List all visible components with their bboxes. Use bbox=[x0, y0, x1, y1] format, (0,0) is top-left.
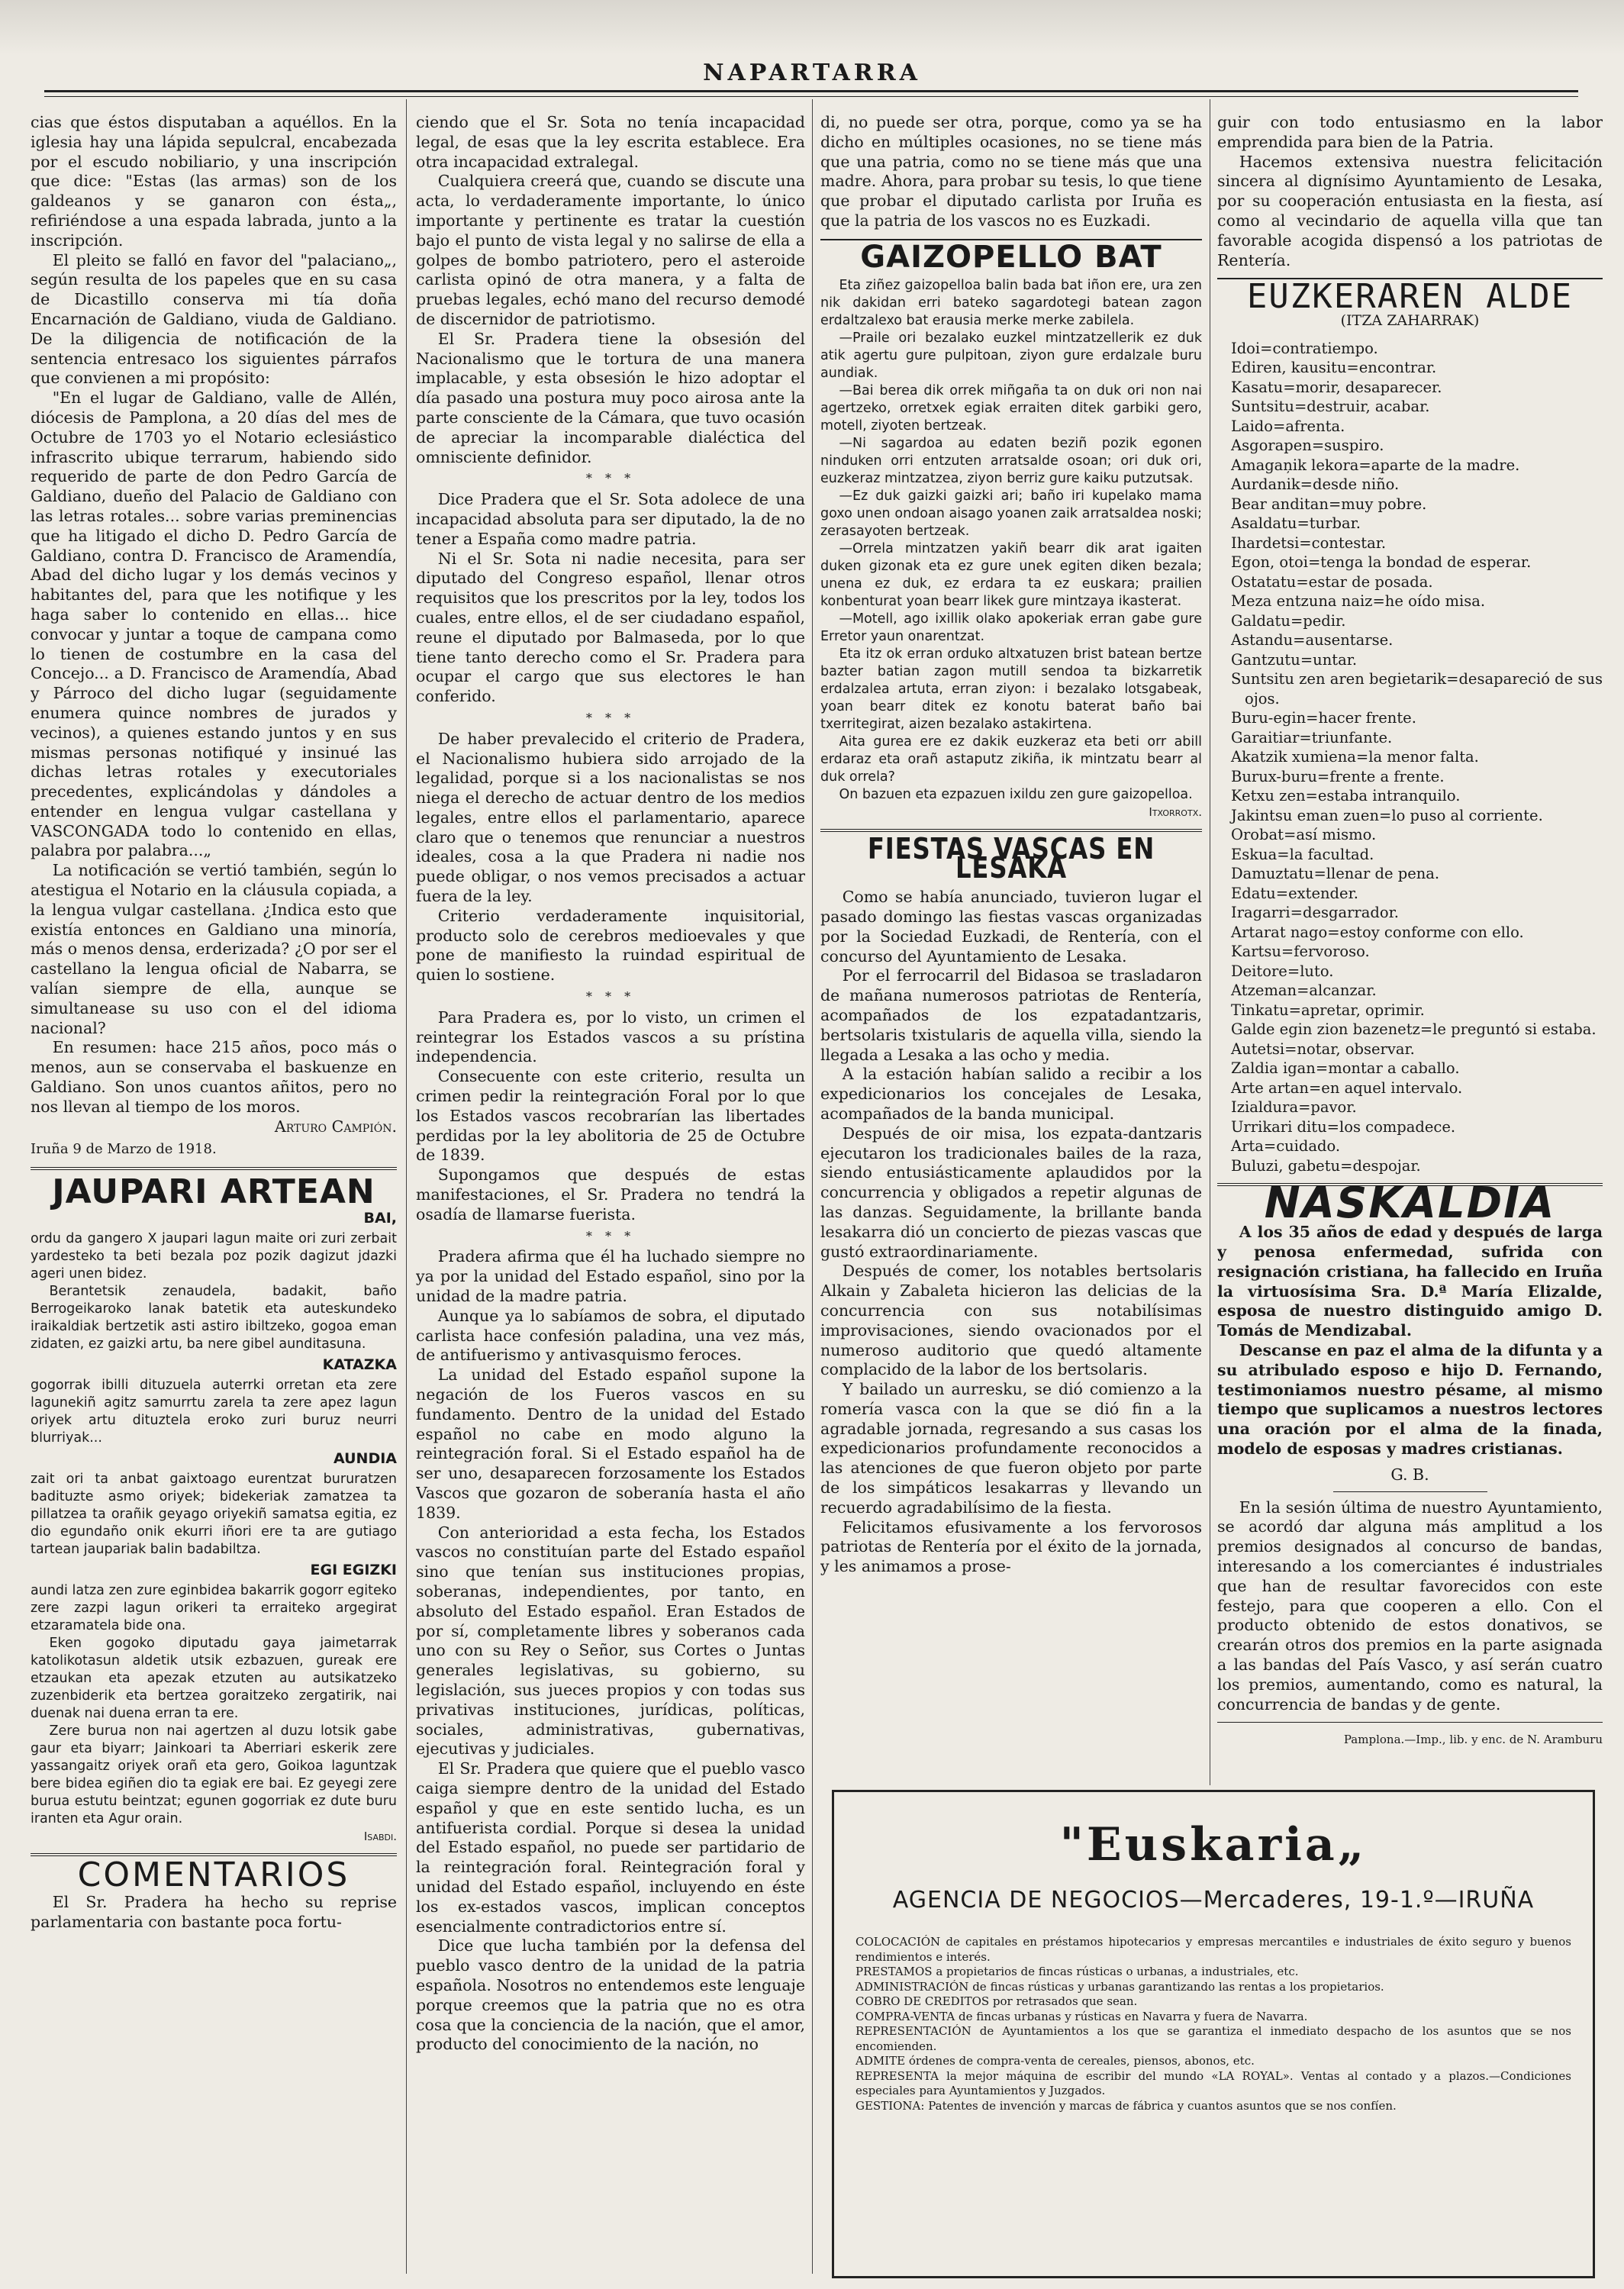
fiestas-paragraph: Por el ferrocarril del Bidasoa se trasladaron de mañana numerosos patriotas de Rentería, acompañados de los ezpatadantzaris, bertsolaris txistularis de aquella villa, siendo la llegada a Lesaka a las ocho y media. bbox=[820, 966, 1202, 1064]
naskaldia-headline: NASKALDIA bbox=[1264, 1178, 1556, 1229]
vocabulary-item: Galdatu=pedir. bbox=[1231, 611, 1346, 630]
vocabulary-item: Ketxu zen=estaba intranquilo. bbox=[1231, 787, 1461, 805]
ad-line: COBRO DE CREDITOS por retrasados que sean. bbox=[856, 1994, 1138, 2008]
jaupari-paragraph: Zere burua non nai agertzen al duzu lotsik gabe gaur eta biyarr; Jainkoari ta Aberriari eskerik zere yassangaitz oriyek orañ eta gero, Goikoa laguntzak bere bidea egiñen dio ta egiak ere bai. Ez geyegi zere burua estutu beintzat; egunen gogorriak ez dute buru iranten eta Agur orain. bbox=[31, 1723, 397, 1827]
vocabulary-item: Gantzutu=untar. bbox=[1231, 650, 1358, 669]
gaizopello-paragraph: Eta itz ok erran orduko altxatuzen brist batean bertze bazter batian zagon mutill sendoa ta bizkarretik erdalzalea artuta, erran ziyon: i bezalako lotsgabeak, yoan bearr ditek ez konotu baterat baño bai txerritegirat, aizen bezalako astakirtena. bbox=[820, 646, 1202, 732]
vocabulary-item: Arta=cuidado. bbox=[1231, 1137, 1341, 1156]
vocabulary-item: Atzeman=alcanzar. bbox=[1231, 982, 1377, 1000]
article-paragraph: Dice Pradera que el Sr. Sota adolece de una incapacidad absoluta para ser diputado, la de no tener a España como madre patria. bbox=[416, 490, 805, 548]
jaupari-subhead: BAI, bbox=[363, 1210, 397, 1227]
vocabulary-item: Egon, otoi=tenga la bondad de esperar. bbox=[1231, 553, 1532, 572]
vocabulary-item: Autetsi=notar, observar. bbox=[1231, 1040, 1415, 1058]
article-paragraph: Criterio verdaderamente inquisitorial, producto solo de cerebros medioevales y que pone de manifiesto la ruindad espiritual de quien lo sostiene. bbox=[416, 906, 805, 985]
vocabulary-item: Tinkatu=apretar, oprimir. bbox=[1231, 1001, 1425, 1019]
fiestas-paragraph: A la estación habían salido a recibir a los expedicionarios los concejales de Lesaka, acompañados de la banda municipal. bbox=[820, 1065, 1202, 1123]
article-paragraph: La notificación se vertió también, según lo atestigua el Notario en la cláusula copiada, a la lengua vulgar castellana. ¿Indica esto que existía entonces en Galdiano una minoría, más o menos densa, erderizada? ¿O por ser el castellano la lengua oficial de Nabarra, se valían siempre de ella, aunque se simultanease su uso con el del idioma nacional? bbox=[31, 861, 397, 1037]
euzkeraren-subtitle: (ITZA ZAHARRAK) bbox=[1340, 312, 1480, 330]
vocabulary-item: Kartsu=fervoroso. bbox=[1231, 943, 1370, 961]
article-paragraph: "En el lugar de Galdiano, valle de Allén, diócesis de Pamplona, a 20 días del mes de Octubre de 1703 yo el Notario eclesiástico infrascrito ubique terrarum, habiendo sido requerido de parte de don Pedro García de Galdiano, dueño del Palacio de Galdiano con las letras rotales... sobre varias preminencias que ha litigado el dicho D. Pedro García de Galdiano, contra D. Francisco de Aramendía, Abad del dicho lugar y los demás vecinos y habitantes del, para que les notifique y les haga saber lo contenido en ellas... hice convocar y juntar a toque de campana como lo tienen de costumbre en la casa del Concejo... a D. Francisco de Aramendía, Abad y Párroco del dicho lugar (seguidamente enumera quince nombres de jurados y vecinos), a quienes estando juntos y en sus mismas personas notifiqué y insinué las dichas letras rotales y executoriales precedentes, explicándolas y dándoles a entender en lengua vulgar castellana y VASCONGADA todo lo contenido en ellas, palabra por palabra...„ bbox=[31, 388, 397, 860]
article-paragraph: Aunque ya lo sabíamos de sobra, el diputado carlista hace confesión paladina, una vez más, de antifuerismo y antivasquismo feroces. bbox=[416, 1306, 805, 1365]
asterism: * * * bbox=[585, 989, 636, 1004]
jaupari-paragraph: aundi latza zen zure eginbidea bakarrik gogorr egiteko zere zazpi lagun orikeri ta erraiteko argegirat etzaramatela bide ona. bbox=[31, 1583, 397, 1634]
fiestas-paragraph: Después de comer, los notables bertsolaris Alkain y Zabaleta hicieron las delicias de la concurrencia con sus notabilísimas improvisaciones, siendo ovacionados por el numeroso auditorio que quedó altamente complacido de la labor de los bertsolaris. bbox=[820, 1262, 1202, 1379]
vocabulary-item: Bear anditan=muy pobre. bbox=[1231, 495, 1427, 513]
asterism: * * * bbox=[585, 1228, 636, 1243]
vocabulary-item: Meza entzuna naiz=he oído misa. bbox=[1231, 592, 1486, 611]
article-paragraph: En la sesión última de nuestro Ayuntamiento, se acordó dar alguna más amplitud a los premios designados al concurso de bandas, interesando a los comerciantes é industriales que han de resultar favorecidos con este festejo, para que cooperen a ello. Con el producto obtenido de estos donativos, se crearán otros dos premios en la parte asignada a las bandas del País Vasco, y así serán cuatro los premios, aumentando, como es natural, la concurrencia de bandas y de gente. bbox=[1217, 1498, 1603, 1714]
vocabulary-item: Burux-buru=frente a frente. bbox=[1231, 767, 1445, 785]
masthead: NAPARTARRA bbox=[703, 60, 921, 86]
article-paragraph: La unidad del Estado español supone la negación de los Fueros vascos en su fundamento. Dentro de la unidad del Estado español no cabe en modo alguno la reintegración foral. Si el Estado español ha de ser uno, desaparecen forzosamente los Estados Vascos que gozaron de soberanía hasta el año 1839. bbox=[416, 1365, 805, 1522]
article-paragraph: Supongamos que después de estas manifestaciones, el Sr. Pradera no tendrá la osadía de llamarse fuerista. bbox=[416, 1165, 805, 1223]
comentarios-paragraph: El Sr. Pradera ha hecho su reprise parlamentaria con bastante poca fortu- bbox=[31, 1892, 397, 1931]
column-divider bbox=[812, 99, 813, 2274]
jaupari-subhead: KATAZKA bbox=[322, 1356, 397, 1374]
article-paragraph: cias que éstos disputaban a aquéllos. En la iglesia hay una lápida sepulcral, encabezada por el escudo nobiliario, y una inscripción que dice: "Estas (las armas) son de los galdeanos y se ganaron con ésta„, refiriéndose a una espada labrada, junto a la inscripción. bbox=[31, 113, 397, 250]
vocabulary-item: Suntsitu zen aren begietarik=desapareció de sus ojos. bbox=[1231, 670, 1603, 708]
article-paragraph: En resumen: hace 215 años, poco más o menos, aun se conservaba el baskuenze en Galdiano. Son unos cuantos añitos, pero no nos llevan al tiempo de los moros. bbox=[31, 1038, 397, 1116]
gaizopello-body bbox=[820, 277, 1202, 821]
column-4 bbox=[1217, 113, 1603, 1784]
fiestas-headline: FIESTAS VASCAS EN LESAKA bbox=[867, 831, 1155, 885]
gaizopello-paragraph: —Orrela mintzatzen yakiñ bearr dik arat igaiten duken gizonak eta ez gure unek egiten diken bezala; unena ez duk, ez erdara ta ez euskara; prailien konbenturat yoan bearr likek gure mintzaya ikasterat. bbox=[820, 540, 1202, 609]
short-divider bbox=[1333, 1491, 1487, 1492]
naskaldia-paragraph: Descanse en paz el alma de la difunta y a su atribulado esposo e hijo D. Fernando, testimoniamos nuestro pésame, al mismo tiempo que suplicamos a nuestros lectores una oración por el alma de la finada, modelo de esposas y madres cristianas. bbox=[1217, 1341, 1603, 1459]
naskaldia-signature: G. B. bbox=[1390, 1465, 1429, 1484]
gaizopello-paragraph: —Ni sagardoa au edaten beziñ pozik egonen ninduken orri entzuten arratsalde osoan; ori duk ori, euzkeraz mintzatzea, ziyon berriz gure kaiku putzutsak. bbox=[820, 435, 1202, 486]
vocabulary-item: Asaldatu=turbar. bbox=[1231, 514, 1361, 533]
vocabulary-item: Amagaņik lekora=aparte de la madre. bbox=[1231, 456, 1520, 474]
article-paragraph: Pradera afirma que él ha luchado siempre no ya por la unidad del Estado español, sino por la unidad de la madre patria. bbox=[416, 1247, 805, 1306]
gaizopello-paragraph: —Bai berea dik orrek miñgaña ta on duk ori non nai agertzeko, orretxek egiak erraiten ditek garbiki gero, motell, ziyoten bertzeak. bbox=[820, 382, 1202, 434]
section-divider bbox=[31, 1167, 397, 1170]
jaupari-paragraph: Berantetsik zenaudela, badakit, baño Berrogeikaroko lanak batetik eta auteskundeko iraikaldiak bertzetik asti astiro ibiltzeko, gogoa eman zidaten, ez gaizki artu, ba nere gibel aunditasuna. bbox=[31, 1284, 397, 1352]
vocabulary-item: Garaitiar=triunfante. bbox=[1231, 728, 1393, 746]
fiestas-paragraph: Como se había anunciado, tuvieron lugar el pasado domingo las fiestas vascas organizadas por la Sociedad Euzkadi, de Rentería, con el concurso del Ayuntamiento de Lesaka. bbox=[820, 888, 1202, 966]
comentarios-headline: COMENTARIOS bbox=[77, 1855, 350, 1895]
section-divider bbox=[1217, 1722, 1603, 1723]
vocabulary-item: Edatu=extender. bbox=[1231, 884, 1358, 902]
vocabulary-list bbox=[1217, 339, 1603, 1176]
jaupari-headline: JAUPARI ARTEAN bbox=[52, 1172, 375, 1212]
article-paragraph: ciendo que el Sr. Sota no tenía incapacidad legal, de esas que la ley escrita establece. Era otra incapacidad extralegal. bbox=[416, 113, 805, 171]
vocabulary-item: Iragarri=desgarrador. bbox=[1231, 904, 1399, 922]
vocabulary-item: Jakintsu eman zuen=lo puso al corriente. bbox=[1231, 806, 1543, 824]
ad-line: COMPRA-VENTA de fincas urbanas y rústicas en Navarra y fuera de Navarra. bbox=[856, 2009, 1308, 2023]
article-paragraph: El pleito se falló en favor del "palaciano„, según resulta de los papeles que en su casa de Dicastillo conserva mi tía doña Encarnación de Galdiano, viuda de Galdiano. De la diligencia de notificación de la sentencia entresaco los siguientes párrafos que convienen a mi propósito: bbox=[31, 250, 397, 388]
jaupari-signature: Isabdi. bbox=[363, 1830, 397, 1844]
article-paragraph: Con anterioridad a esta fecha, los Estados vascos no constituían parte del Estado español sino que tenían sus instituciones propias, soberanas, independientes, por tanto, en absoluto del Estado español. Eran Estados de por sí, completamente libres y soberanos cada uno con su Rey o Señor, sus Cortes o Juntas generales legislativas, su gobierno, su legislación, sus jueces propios y con todas sus privativas instituciones, jurídicas, políticas, sociales, administrativas, gubernativas, ejecutivas y judiciales. bbox=[416, 1523, 805, 1759]
jaupari-paragraph: zait ori ta anbat gaixtoago eurentzat bururatzen badituzte asmo oriyek; bidekeriak zamatzea ta pillatzea ta orañik geyago oriyekiñ samatsa egitia, ez dio egundaño onik ekurri iñori ere ta are gutiago tartean jaupariak balin badabiltza. bbox=[31, 1472, 397, 1558]
gaizopello-paragraph: —Praile ori bezalako euzkel mintzatzellerik ez duk atik agertu gure pulpitoan, ziyon gure erdalzale buru aundiak. bbox=[820, 330, 1202, 381]
fiestas-paragraph: Después de oir misa, los ezpata-dantzaris ejecutaron los tradicionales bailes de la raza, siendo entusiásticamente aplaudidos por la concurrencia y obligados a repetir algunas de las danzas. Seguidamente, la brillante banda lesakarra dió un concierto de piezas vascas que gustó extraordinariamente. bbox=[820, 1124, 1202, 1261]
euzkeraren-headline: EUZKERAREN ALDE bbox=[1246, 277, 1574, 317]
gaizopello-headline: GAIZOPELLO BAT bbox=[860, 239, 1162, 275]
ad-subtitle: AGENCIA DE NEGOCIOS—Mercaderes, 19-1.º—IRUÑA bbox=[892, 1887, 1535, 1913]
fiestas-paragraph: Felicitamos efusivamente a los fervorosos patriotas de Rentería por el éxito de la jornada, y les animamos a prose- bbox=[820, 1517, 1202, 1576]
article-paragraph: guir con todo entusiasmo en la labor emprendida para bien de la Patria. bbox=[1217, 113, 1603, 151]
ad-line: REPRESENTACIÓN de Ayuntamientos a los que se garantiza el inmediato despacho de los asuntos que se nos encomienden. bbox=[856, 2024, 1571, 2053]
article-signature: Arturo Campión. bbox=[274, 1117, 397, 1136]
asterism: * * * bbox=[585, 710, 636, 725]
ad-line: COLOCACIÓN de capitales en préstamos hipotecarios y empresas mercantiles e industriales de éxito seguro y buenos rendimientos e interés. bbox=[856, 1935, 1571, 1964]
gaizopello-paragraph: —Ez duk gaizki gaizki ari; baño iri kupelako mama goxo unen ondoan aisago yoanen zaik arratsaldea noski; zerasayoten bertzeak. bbox=[820, 488, 1202, 539]
gaizopello-paragraph: Aita gurea ere ez dakik euzkeraz eta beti orr abill erdaraz eta orañ astaputz zikiña, ik mintzatu bearr al duk orrela? bbox=[820, 733, 1202, 785]
naskaldia-paragraph: A los 35 años de edad y después de larga y penosa enfermedad, sufrida con resignación cristiana, ha fallecido en Iruña la virtuosísima Sra. D.ª María Elizalde, esposa de nuestro distinguido amigo D. Tomás de Mendizabal. bbox=[1217, 1223, 1603, 1340]
ad-line: PRESTAMOS a propietarios de fincas rústicas o urbanas, a industriales, etc. bbox=[856, 1965, 1299, 1978]
vocabulary-item: Suntsitu=destruir, acabar. bbox=[1231, 398, 1430, 416]
vocabulary-item: Ediren, kausitu=encontrar. bbox=[1231, 359, 1437, 377]
article-paragraph: Dice que lucha también por la defensa del pueblo vasco dentro de la unidad de la patria española. Nosotros no entendemos este lenguaje porque creemos que la patria que no es otra cosa que la conciencia de la nación, que el amor, producto del conocimiento de la nación, no bbox=[416, 1936, 805, 2054]
article-dateline: Iruña 9 de Marzo de 1918. bbox=[31, 1141, 217, 1158]
article-paragraph: Hacemos extensiva nuestra felicitación sincera al dignísimo Ayuntamiento de Lesaka, por su cooperación entusiasta en la fiesta, así como al vecindario de aquella villa que tan favorable acogida dispensó a los patriotas de Rentería. bbox=[1217, 152, 1603, 269]
fiestas-paragraph: Y bailado un aurresku, se dió comienzo a la romería vasca con la que se dió fin a la agradable jornada, regresando a sus casas los expedicionarios profundamente reconocidos a las atenciones de que fueron objeto por parte de los simpáticos lesakarras y llevando un recuerdo agradabilísimo de la fiesta. bbox=[820, 1380, 1202, 1517]
asterism: * * * bbox=[585, 471, 636, 486]
vocabulary-item: Astandu=ausentarse. bbox=[1231, 631, 1394, 650]
vocabulary-item: Arte artan=en aquel intervalo. bbox=[1231, 1078, 1463, 1097]
article-paragraph: di, no puede ser otra, porque, como ya se ha dicho en múltiples ocasiones, no se tiene más que una patria, como no se tiene más que una madre. Ahora, para probar su tesis, lo que tiene que probar el diputado carlista por Iruña es que la patria de los vascos no es Euzkadi. bbox=[820, 113, 1202, 230]
vocabulary-item: Asgorapen=suspiro. bbox=[1231, 437, 1384, 455]
vocabulary-item: Ostatatu=estar de posada. bbox=[1231, 572, 1433, 591]
gaizopello-paragraph: —Motell, ago ixillik olako apokeriak erran gabe gure Erretor yaun onarentzat. bbox=[820, 611, 1202, 644]
vocabulary-item: Ihardetsi=contestar. bbox=[1231, 534, 1387, 552]
vocabulary-item: Kasatu=morir, desaparecer. bbox=[1231, 378, 1442, 396]
ad-line: REPRESENTA la mejor máquina de escribir del mundo «LA ROYAL». Ventas al contado y a plazos.—Condiciones especiales para Ayuntamientos y Juzgados. bbox=[856, 2068, 1571, 2097]
jaupari-subhead: AUNDIA bbox=[334, 1450, 397, 1468]
masthead-rule-thin bbox=[44, 96, 1578, 97]
article-paragraph: Ni el Sr. Sota ni nadie necesita, para ser diputado del Congreso español, llenar otros requisitos que los prescritos por la ley, todos los cuales, entre ellos, el de ser ciudadano español, reune el diputado por Balmaseda, por lo que tiene tanto derecho como el Sr. Pradera para ocupar el cargo que sus electores le han conferido. bbox=[416, 549, 805, 706]
jaupari-paragraph: ordu da gangero X jaupari lagun maite ori zuri zerbait yardesteko ta beti bezala poz pozik dagizut jdazki ageri unen bidez. bbox=[31, 1231, 397, 1282]
printer-imprint: Pamplona.—Imp., lib. y enc. de N. Aramburu bbox=[1343, 1733, 1603, 1747]
column-divider bbox=[406, 99, 407, 2274]
column-1 bbox=[31, 113, 397, 2273]
jaupari-paragraph: gogorrak ibilli dituzuela auterrki orretan eta zere lagunekiñ agitz samurrtu zarela ta zere apez lagun oriyek artu dituztela eroko zuri buruz neurri blurriyak... bbox=[31, 1378, 397, 1446]
euskaria-advertisement bbox=[832, 1790, 1595, 2278]
vocabulary-item: Urrikari ditu=los compadece. bbox=[1231, 1117, 1456, 1136]
vocabulary-item: Galde egin zion bazenetz=le preguntó si estaba. bbox=[1231, 1020, 1597, 1039]
jaupari-subhead: EGI EGIZKI bbox=[310, 1562, 397, 1579]
jaupari-paragraph: Eken gogoko diputadu gaya jaimetarrak katolikotasun aldetik utsik ezbazuen, gureak ere etzaukan eta apezak etzuten au autsikatzeko zuzenbiderik eta bertzea goraitzeko zergatirik, nai duenak nai duena erran ta ere. bbox=[31, 1636, 397, 1722]
vocabulary-item: Deitore=luto. bbox=[1231, 962, 1334, 980]
ad-line: ADMINISTRACIÓN de fincas rústicas y urbanas garantizando las rentas a los propietarios. bbox=[856, 1979, 1384, 1994]
vocabulary-item: Buluzi, gabetu=despojar. bbox=[1231, 1156, 1421, 1175]
vocabulary-item: Buru-egin=hacer frente. bbox=[1231, 709, 1416, 727]
column-3 bbox=[820, 113, 1202, 1784]
gaizopello-signature: Itxorrotx. bbox=[1149, 804, 1202, 819]
vocabulary-item: Aurdanik=desde niño. bbox=[1231, 476, 1400, 494]
article-paragraph: Para Pradera es, por lo visto, un crimen el reintegrar los Estados vascos a su prístina independencia. bbox=[416, 1007, 805, 1066]
page-top-strip bbox=[0, 0, 1624, 55]
jaupari-body bbox=[31, 1210, 397, 1846]
article-paragraph: Consecuente con este criterio, resulta un crimen pedir la reintegración Foral por lo que los Estados vascos recobrarían las libertades perdidas por la ley abolitoria de 25 de Octubre de 1839. bbox=[416, 1067, 805, 1165]
vocabulary-item: Artarat nago=estoy conforme con ello. bbox=[1231, 923, 1524, 941]
vocabulary-item: Eskua=la facultad. bbox=[1231, 845, 1374, 863]
gaizopello-paragraph: On bazuen eta ezpazuen ixildu zen gure gaizopelloa. bbox=[839, 786, 1193, 802]
vocabulary-item: Akatzik xumiena=la menor falta. bbox=[1231, 748, 1479, 766]
gaizopello-paragraph: Eta ziñez gaizopelloa balin bada bat iñon ere, ura zen nik dakidan erri bateko sagardotegi batean zagon erdaltzalexo bat erausia merke merke zabilela. bbox=[820, 277, 1202, 328]
masthead-rule bbox=[44, 90, 1578, 92]
ad-line: ADMITE órdenes de compra-venta de cereales, piensos, abonos, etc. bbox=[856, 2054, 1255, 2068]
vocabulary-item: Izialdura=pavor. bbox=[1231, 1098, 1357, 1117]
article-paragraph: De haber prevalecido el criterio de Pradera, el Nacionalismo hubiera sido arrojado de la legalidad, porque si a los nacionalistas se nos niega el derecho de actuar dentro de los medios legales, entre ellos el parlamentario, aparece claro que o tenemos que renunciar a nuestros ideales, cosa a la que Pradera ni nadie nos puede obligar, o nos vemos precisados a actuar fuera de la ley. bbox=[416, 729, 805, 906]
vocabulary-item: Zaldia igan=montar a caballo. bbox=[1231, 1059, 1460, 1078]
ad-line: GESTIONA: Patentes de invención y marcas de fábrica y cuantos asuntos que se nos confíen. bbox=[856, 2098, 1397, 2113]
vocabulary-item: Idoi=contratiempo. bbox=[1231, 339, 1378, 357]
ad-title: "Euskaria„ bbox=[1059, 1818, 1368, 1871]
vocabulary-item: Damuztatu=llenar de pena. bbox=[1231, 865, 1440, 883]
vocabulary-item: Orobat=así mismo. bbox=[1231, 826, 1377, 844]
column-2 bbox=[416, 113, 805, 2273]
article-paragraph: Cualquiera creerá que, cuando se discute una acta, lo verdaderamente importante, lo único importante y pertinente es tratar la cuestión bajo el punto de vista legal y no salirse de ella a golpes de bombo patriotero, pero el asteroide carlista opinó de otra manera, y a falta de pruebas legales, echó mano del recurso demodé de discernidor de patriotismo. bbox=[416, 172, 805, 328]
article-paragraph: El Sr. Pradera tiene la obsesión del Nacionalismo que le tortura de una manera implacable, y esta obsesión le hizo adoptar el día pasado una postura muy poco airosa ante la parte consciente de la Cámara, que tuvo ocasión de apreciar la incomparable dialéctica del omnisciente definidor. bbox=[416, 329, 805, 466]
vocabulary-item: Laido=afrenta. bbox=[1231, 417, 1345, 435]
article-paragraph: El Sr. Pradera que quiere que el pueblo vasco caiga siempre dentro de la unidad del Estado español y que en este sentido lucha, es un antifuerista cordial. Porque si desea la unidad del Estado español, no puede ser partidario de la reintegración foral. Reintegración foral y unidad del Estado español, incluyendo en éste los ex-estados vascos, implican conceptos esencialmente contradictorios entre sí. bbox=[416, 1759, 805, 1936]
